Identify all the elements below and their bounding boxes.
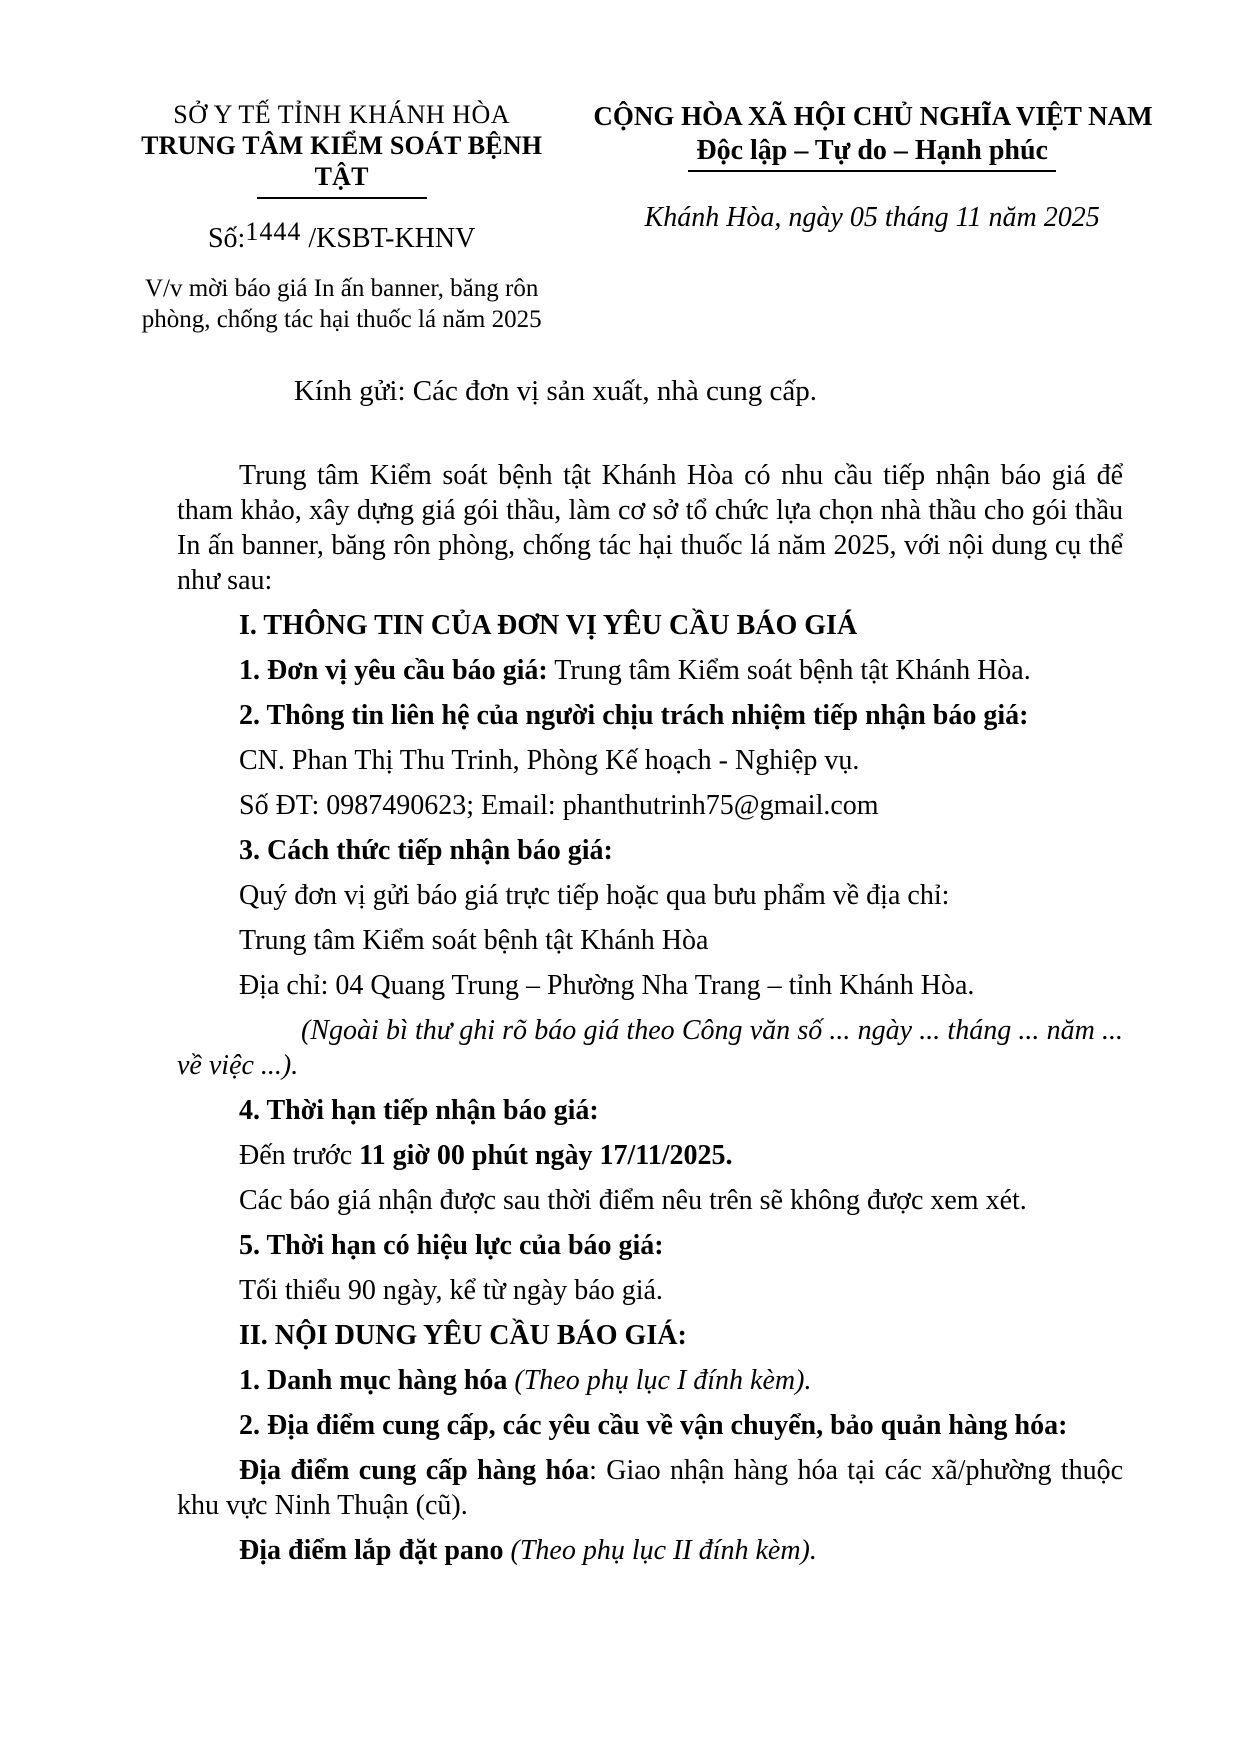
doc-subject-line2: phòng, chống tác hại thuốc lá năm 2025	[141, 306, 542, 333]
section1-item3-line3: Địa chỉ: 04 Quang Trung – Phường Nha Trang – tỉnh Khánh Hòa.	[239, 970, 975, 1001]
doc-subject-line1: V/v mời báo giá In ấn banner, băng rôn	[144, 275, 539, 302]
national-title: CỘNG HÒA XÃ HỘI CHỦ NGHĨA VIỆT NAM	[593, 101, 1153, 131]
doc-subject	[120, 273, 563, 335]
deadline-line	[177, 1138, 1123, 1173]
section1-item3-line2: Trung tâm Kiểm soát bệnh tật Khánh Hòa	[239, 925, 709, 956]
section1-item3-line1: Quý đơn vị gửi báo giá trực tiếp hoặc qua bưu phẩm về địa chỉ:	[239, 880, 950, 911]
section1-item1	[177, 653, 1123, 688]
delivery-location-label: Địa điểm cung cấp hàng hóa	[239, 1455, 590, 1486]
doc-number-label: Số:	[207, 223, 246, 254]
contact-phone-email: Số ĐT: 0987490623; Email: phanthutrinh75@gmail.com	[239, 790, 879, 821]
late-quote-note: Các báo giá nhận được sau thời điểm nêu trên sẽ không được xem xét.	[239, 1185, 1027, 1216]
deadline-value: 11 giờ 00 phút ngày 17/11/2025.	[359, 1140, 733, 1171]
agency-parent-name: SỞ Y TẾ TỈNH KHÁNH HÒA	[173, 100, 511, 129]
issuing-agency-block	[120, 100, 563, 335]
contact-person: CN. Phan Thị Thu Trinh, Phòng Kế hoạch - Nghiệp vụ.	[239, 745, 860, 776]
deadline-prefix: Đến trước	[239, 1140, 360, 1171]
national-motto-wrap	[593, 135, 1151, 172]
pano-location-label: Địa điểm lắp đặt pano	[239, 1535, 504, 1566]
section2-item1-label: 1. Danh mục hàng hóa	[239, 1365, 508, 1396]
doc-number	[120, 217, 563, 255]
section1-heading: I. THÔNG TIN CỦA ĐƠN VỊ YÊU CẦU BÁO GIÁ	[239, 610, 858, 641]
section2-item2-label: 2. Địa điểm cung cấp, các yêu cầu về vận chuyển, bảo quản hàng hóa:	[239, 1410, 1068, 1441]
section1-item1-text: Trung tâm Kiểm soát bệnh tật Khánh Hòa.	[547, 655, 1031, 686]
section1-item5-text: Tối thiểu 90 ngày, kể từ ngày báo giá.	[239, 1275, 663, 1306]
intro-paragraph: Trung tâm Kiểm soát bệnh tật Khánh Hòa có nhu cầu tiếp nhận báo giá để tham khảo, xây dựng giá gói thầu, làm cơ sở tổ chức lựa chọn nhà thầu cho gói thầu In ấn banner, băng rôn phòng, chống tác hại thuốc lá năm 2025, với nội dung cụ thể như sau:	[177, 460, 1123, 596]
section2-heading: II. NỘI DUNG YÊU CẦU BÁO GIÁ:	[239, 1320, 687, 1351]
section1-item4-label: 4. Thời hạn tiếp nhận báo giá:	[239, 1095, 599, 1126]
section1-item5-label: 5. Thời hạn có hiệu lực của báo giá:	[239, 1230, 664, 1261]
agency-underline	[257, 197, 427, 199]
envelope-note: (Ngoài bì thư ghi rõ báo giá theo Công văn số ... ngày ... tháng ... năm ... về việc ...).	[177, 1015, 1123, 1081]
document-body	[0, 408, 1241, 1568]
national-header-block	[563, 100, 1151, 335]
section2-item1	[177, 1363, 1123, 1398]
pano-location	[177, 1533, 1123, 1568]
section1-item3-label: 3. Cách thức tiếp nhận báo giá:	[239, 835, 613, 866]
document-header	[0, 0, 1241, 335]
section2-item1-note: (Theo phụ lục I đính kèm).	[507, 1365, 812, 1396]
salutation: Kính gửi: Các đơn vị sản xuất, nhà cung cấp.	[293, 375, 818, 407]
section1-item2-label: 2. Thông tin liên hệ của người chịu trách nhiệm tiếp nhận báo giá:	[239, 700, 1029, 731]
section1-item1-label: 1. Đơn vị yêu cầu báo giá:	[239, 655, 548, 686]
pano-location-note: (Theo phụ lục II đính kèm).	[503, 1535, 817, 1566]
national-motto: Độc lập – Tự do – Hạnh phúc	[688, 135, 1056, 172]
doc-number-suffix: /KSBT-KHNV	[308, 223, 476, 254]
doc-number-value: 1444	[245, 217, 302, 246]
delivery-location-text: : Giao nhận hàng hóa tại các xã/phường thuộc khu vực Ninh Thuận (cũ).	[177, 1455, 1123, 1521]
place-and-date: Khánh Hòa, ngày 05 tháng 11 năm 2025	[644, 202, 1100, 233]
agency-name: TRUNG TÂM KIỂM SOÁT BỆNH TẬT	[141, 131, 543, 191]
delivery-location	[177, 1453, 1123, 1523]
